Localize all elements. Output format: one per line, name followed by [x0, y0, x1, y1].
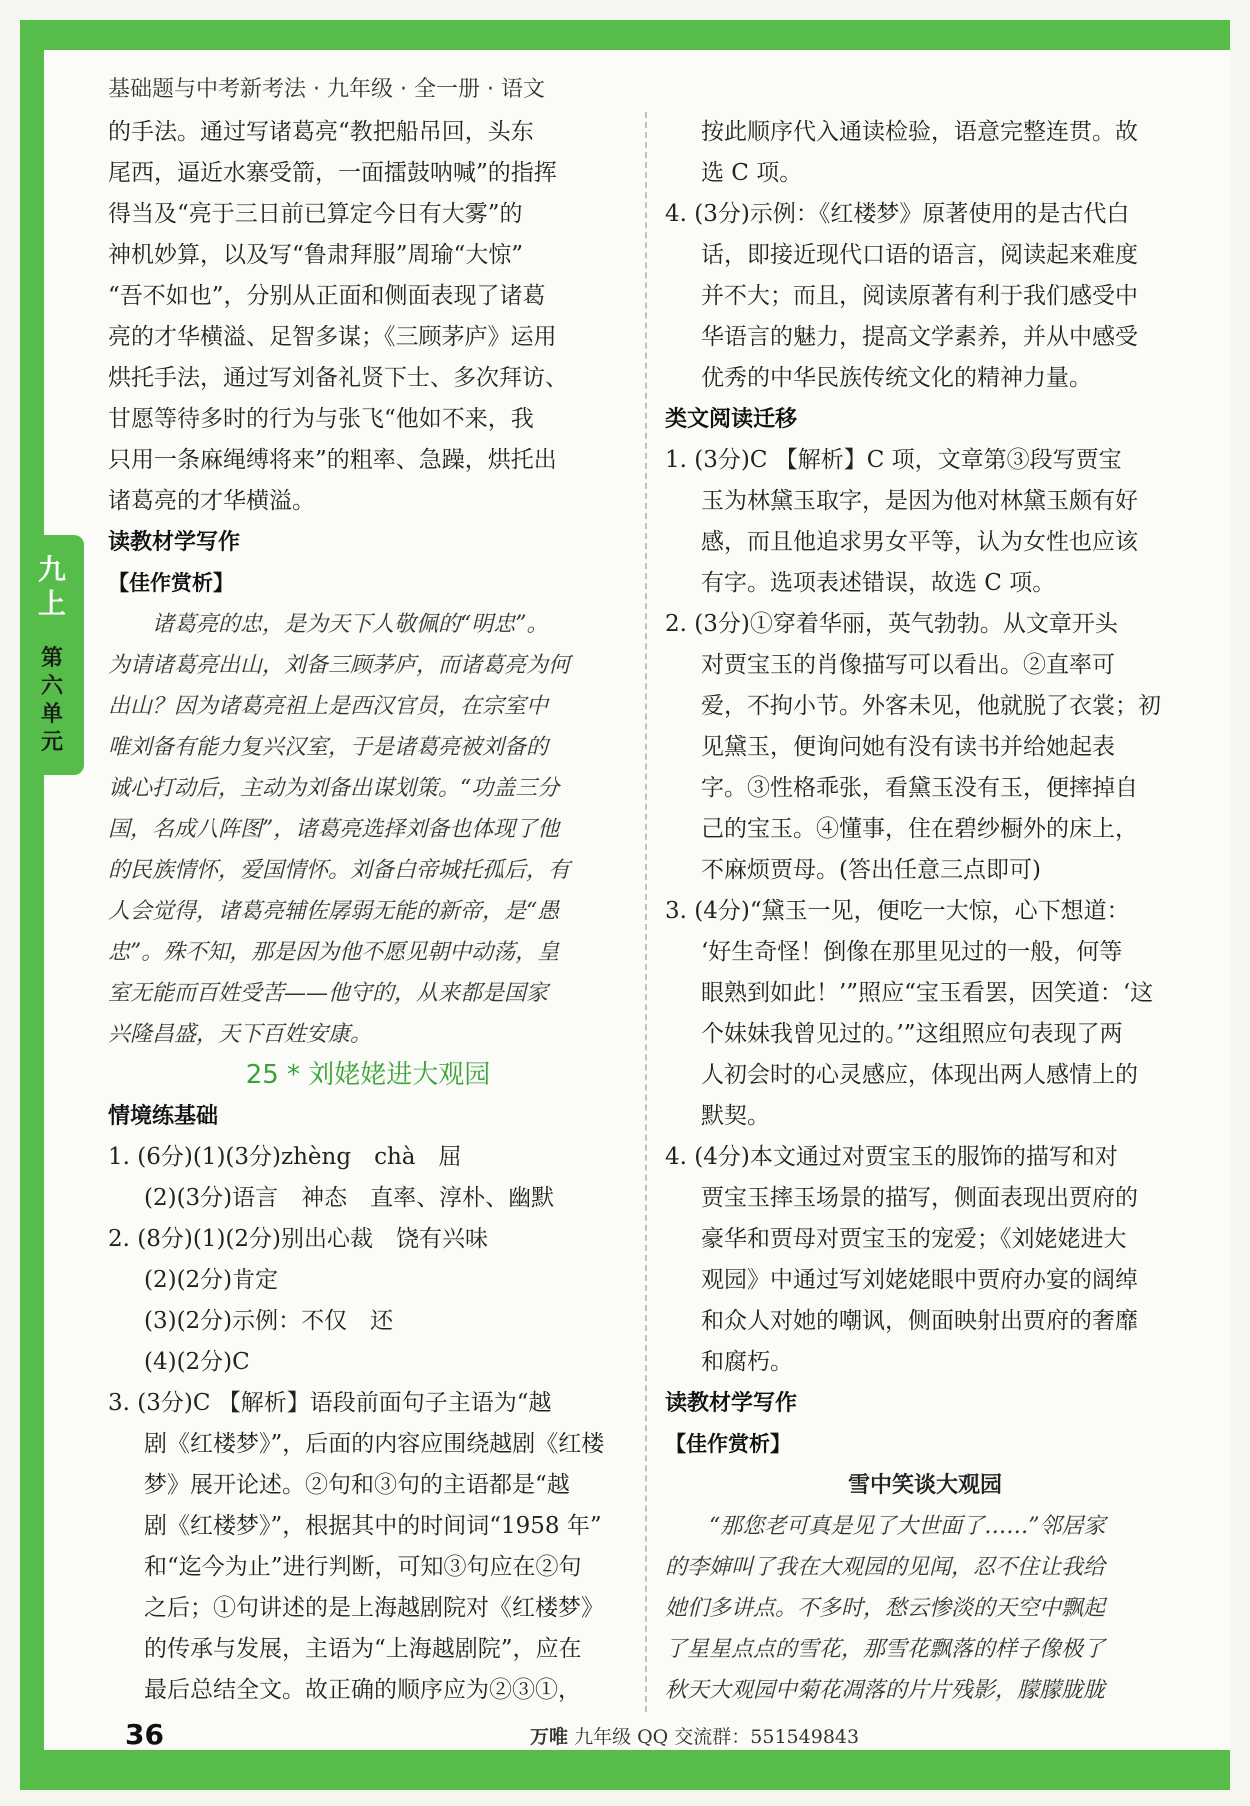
side-tab-grade — [20, 553, 84, 621]
answer-line: 豪华和贾母对贾宝玉的宠爱；《刘姥姥进大 — [701, 1226, 1127, 1252]
side-tab-unit — [20, 645, 84, 757]
answer-line: 玉为林黛玉取字，是因为他对林黛玉颇有好 — [701, 488, 1138, 514]
answer-line: 梦》展开论述。②句和③句的主语都是“越 — [144, 1472, 570, 1498]
essay-line: 诸葛亮的忠，是为天下人敬佩的“明忠”。 — [152, 612, 549, 637]
grade-char: 九 — [37, 553, 66, 586]
text-line: 得当及“亮于三日前已算定今日有大雾”的 — [108, 201, 523, 227]
section-heading-transfer: 类文阅读迁移 — [665, 407, 798, 432]
answer-line: 人初会时的心灵感应，体现出两人感情上的 — [701, 1062, 1138, 1088]
answer-line: ‘好生奇怪！倒像在那里见过的一般，何等 — [701, 939, 1123, 965]
answer-line: 贾宝玉摔玉场景的描写，侧面表现出贾府的 — [701, 1185, 1138, 1211]
side-tab — [20, 535, 84, 775]
answer-line: (2)(2分)肯定 — [144, 1267, 279, 1293]
answer-line: 不麻烦贾母。(答出任意三点即可) — [701, 857, 1041, 883]
column-divider — [645, 112, 647, 1712]
text-line: 只用一条麻绳缚将来”的粗率、急躁，烘托出 — [108, 447, 557, 473]
unit-char: 六 — [40, 674, 63, 699]
answer-line: 之后；①句讲述的是上海越剧院对《红楼梦》 — [144, 1595, 604, 1621]
answer-line: 剧《红楼梦》”，后面的内容应围绕越剧《红楼 — [144, 1431, 605, 1457]
answer-line: 1. (3分)C 【解析】C 项，文章第③段写贾宝 — [665, 447, 1122, 473]
answer-line: 2. (3分)①穿着华丽，英气勃勃。从文章开头 — [665, 611, 1118, 637]
intro-paragraph — [108, 112, 628, 522]
essay-line: 的李婶叫了我在大观园的见闻，忍不住让我给 — [665, 1555, 1106, 1580]
text-line: 亮的才华横溢、足智多谋；《三顾茅庐》运用 — [108, 324, 557, 350]
essay-line: 兴隆昌盛，天下百姓安康。 — [108, 1022, 373, 1047]
answer-line: 个妹妹我曾见过的。’”这组照应句表现了两 — [701, 1021, 1123, 1047]
brand-logo: 万唯 — [530, 1726, 569, 1748]
reading-answer-1 — [665, 440, 1185, 604]
essay-line: 的民族情怀，爱国情怀。刘备白帝城托孤后，有 — [108, 858, 571, 883]
answer-line: 4. (3分)示例：《红楼梦》原著使用的是古代白 — [665, 201, 1130, 227]
answer-line: 己的宝玉。④懂事，住在碧纱橱外的床上， — [701, 816, 1138, 842]
appreciation-label: 【佳作赏析】 — [665, 1432, 791, 1456]
answer-line: 剧《红楼梦》”，根据其中的时间词“1958 年” — [144, 1513, 602, 1539]
essay-line: 她们多讲点。不多时，愁云惨淡的天空中飘起 — [665, 1596, 1106, 1621]
answer-q4 — [665, 194, 1185, 399]
answer-q3 — [108, 1383, 628, 1711]
answer-line: 和“迄今为止”进行判断，可知③句应在②句 — [144, 1554, 582, 1580]
answer-line: 选 C 项。 — [701, 160, 803, 186]
essay-line: 为请诸葛亮出山，刘备三顾茅庐，而诸葛亮为何 — [108, 653, 571, 678]
answer-line: 见黛玉，便询问她有没有读书并给她起表 — [701, 734, 1115, 760]
essay-line: 出山？因为诸葛亮祖上是西汉官员，在宗室中 — [108, 694, 549, 719]
text-line: 烘托手法，通过写刘备礼贤下士、多次拜访、 — [108, 365, 568, 391]
unit-char: 第 — [40, 646, 63, 671]
appreciation-label: 【佳作赏析】 — [108, 571, 234, 595]
essay-line: 了星星点点的雪花，那雪花飘落的样子像极了 — [665, 1637, 1106, 1662]
answer-line: 优秀的中华民族传统文化的精神力量。 — [701, 365, 1092, 391]
answer-line: 对贾宝玉的肖像描写可以看出。②直率可 — [701, 652, 1115, 678]
answer-line: 2. (8分)(1)(2分)别出心裁 饶有兴味 — [108, 1226, 488, 1252]
essay-line: 秋天大观园中菊花凋落的片片残影，朦朦胧胧 — [665, 1678, 1106, 1703]
answer-line: 感，而且他追求男女平等，认为女性也应该 — [701, 529, 1138, 555]
text-line: “吾不如也”，分别从正面和侧面表现了诸葛 — [108, 283, 546, 309]
answer-line: 按此顺序代入通读检验，语意完整连贯。故 — [701, 119, 1138, 145]
answer-line: 有字。选项表述错误，故选 C 项。 — [701, 570, 1056, 596]
answer-line: 3. (3分)C 【解析】语段前面句子主语为“越 — [108, 1390, 552, 1416]
answer-line: 和众人对她的嘲讽，侧面映射出贾府的奢靡 — [701, 1308, 1138, 1334]
text-line: 神机妙算，以及写“鲁肃拜服”周瑜“大惊” — [108, 242, 524, 268]
section-heading-basic: 情境练基础 — [108, 1104, 219, 1129]
essay-line: 诚心打动后，主动为刘备出谋划策。“功盖三分 — [108, 776, 560, 801]
text-line: 的手法。通过写诸葛亮“教把船吊回，头东 — [108, 119, 534, 145]
answer-line: 的传承与发展，主语为“上海越剧院”，应在 — [144, 1636, 582, 1662]
answer-line: 和腐朽。 — [701, 1349, 793, 1375]
answer-line: 最后总结全文。故正确的顺序应为②③①， — [144, 1677, 581, 1703]
footer-text: 九年级 QQ 交流群：551549843 — [574, 1726, 860, 1748]
answer-line: 爱，不拘小节。外客未见，他就脱了衣裳；初 — [701, 693, 1161, 719]
left-column — [108, 112, 628, 1711]
essay-line: 忠”。殊不知，那是因为他不愿见朝中动荡，皇 — [108, 940, 560, 965]
essay-line: 唯刘备有能力复兴汉室，于是诸葛亮被刘备的 — [108, 735, 549, 760]
essay-title: 雪中笑谈大观园 — [847, 1473, 1002, 1498]
text-line: 尾西，逼近水寨受箭，一面擂鼓呐喊”的指挥 — [108, 160, 557, 186]
reading-answer-4 — [665, 1137, 1185, 1383]
essay-block — [108, 604, 628, 1055]
essay-line: 人会觉得，诸葛亮辅佐孱弱无能的新帝，是“愚 — [108, 899, 560, 924]
essay-block — [665, 1506, 1185, 1711]
section-heading-write: 读教材学写作 — [108, 530, 241, 555]
footer-info — [530, 1722, 859, 1749]
answer-line: 3. (4分)“黛玉一见，便吃一大惊，心下想道： — [665, 898, 1130, 924]
answer-line: 华语言的魅力，提高文学素养，并从中感受 — [701, 324, 1138, 350]
reading-answer-3 — [665, 891, 1185, 1137]
answer-line: (2)(3分)语言 神态 直率、淳朴、幽默 — [144, 1185, 555, 1211]
essay-line: 国，名成八阵图”，诸葛亮选择刘备也体现了他 — [108, 817, 560, 842]
answer-line: 并不大；而且，阅读原著有利于我们感受中 — [701, 283, 1138, 309]
page-number: 36 — [125, 1718, 164, 1751]
unit-char: 元 — [40, 730, 63, 755]
grade-char: 上 — [37, 587, 66, 620]
essay-line: “那您老可真是见了大世面了……”邻居家 — [709, 1514, 1106, 1539]
answer-line: 话，即接近现代口语的语言，阅读起来难度 — [701, 242, 1138, 268]
right-column — [665, 112, 1185, 1711]
answer-line: 1. (6分)(1)(3分)zhèng chà 屈 — [108, 1144, 462, 1170]
answer-line: 观园》中通过写刘姥姥眼中贾府办宴的阔绰 — [701, 1267, 1138, 1293]
answer-line: 默契。 — [701, 1103, 770, 1129]
answer-line: (3)(2分)示例：不仅 还 — [144, 1308, 394, 1334]
text-line: 诸葛亮的才华横溢。 — [108, 488, 315, 514]
section-heading-write: 读教材学写作 — [665, 1391, 798, 1416]
unit-char: 单 — [40, 702, 63, 727]
answer-line: (4)(2分)C — [144, 1349, 250, 1375]
answer-line: 4. (4分)本文通过对贾宝玉的服饰的描写和对 — [665, 1144, 1118, 1170]
running-header: 基础题与中考新考法 · 九年级 · 全一册 · 语文 — [108, 77, 545, 102]
answer-line: 眼熟到如此！’”照应“宝玉看罢，因笑道：‘这 — [701, 980, 1154, 1006]
essay-line: 室无能而百姓受苦——他守的，从来都是国家 — [108, 981, 549, 1006]
lesson-title: 25 * 刘姥姥进大观园 — [245, 1060, 491, 1090]
text-line: 甘愿等待多时的行为与张飞“他如不来，我 — [108, 406, 534, 432]
reading-answer-2 — [665, 604, 1185, 891]
answer-line: 字。③性格乖张，看黛玉没有玉，便摔掉自 — [701, 775, 1138, 801]
